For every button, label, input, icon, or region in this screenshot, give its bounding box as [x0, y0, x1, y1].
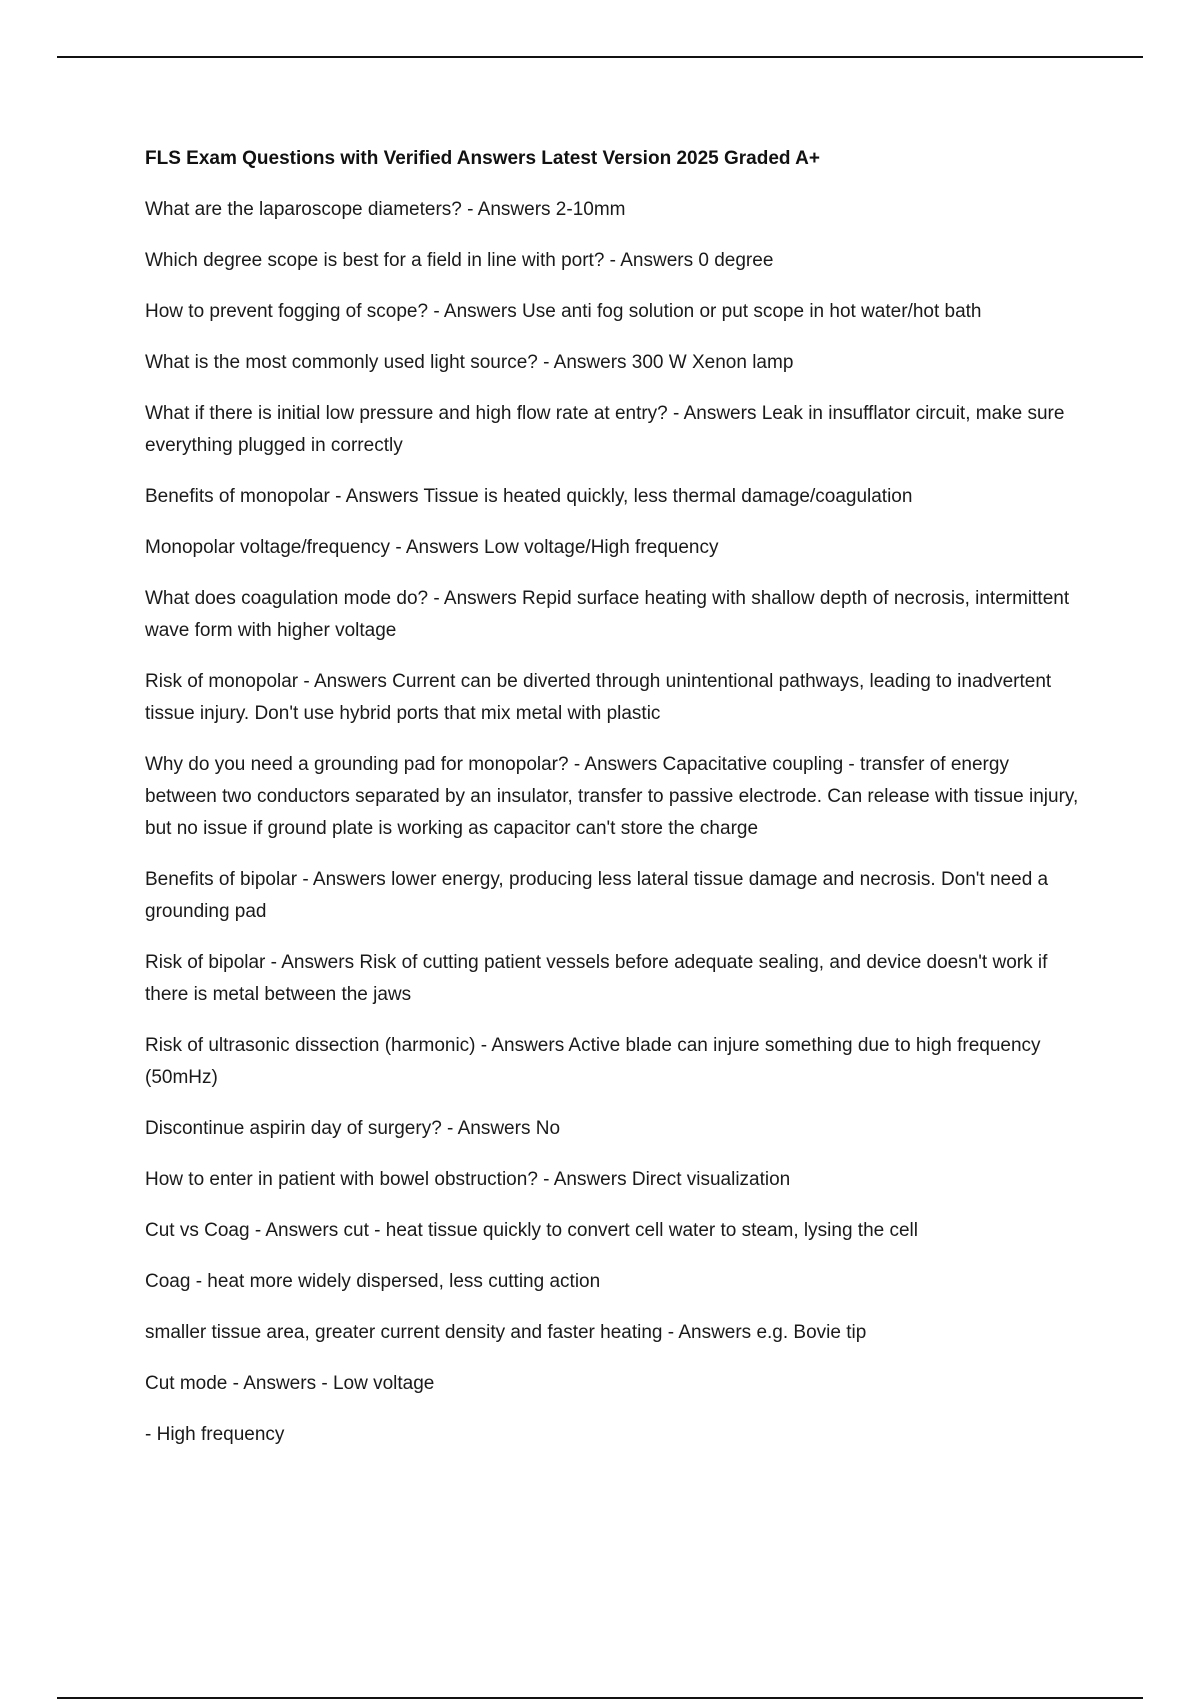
qa-entry: - High frequency [145, 1424, 285, 1445]
qa-entry: Coag - heat more widely dispersed, less cutting action [145, 1271, 601, 1292]
document-title: FLS Exam Questions with Verified Answers Latest Version 2025 Graded A+ [145, 148, 820, 169]
qa-entry: Monopolar voltage/frequency - Answers Low voltage/High frequency [145, 537, 719, 558]
qa-entry: Discontinue aspirin day of surgery? - Answers No [145, 1118, 561, 1139]
bottom-rule [57, 1697, 1143, 1699]
qa-entry: Why do you need a grounding pad for monopolar? - Answers Capacitative coupling - transfer of energy between two conductors separated by an insulator, transfer to passive electrode. Can release with tissue injury, but no issue if ground plate is working as capacitor can't store the charge [145, 754, 1079, 839]
qa-entry: How to prevent fogging of scope? - Answers Use anti fog solution or put scope in hot water/hot bath [145, 301, 982, 322]
qa-entry: What does coagulation mode do? - Answers Repid surface heating with shallow depth of necrosis, intermittent wave form with higher voltage [145, 588, 1070, 641]
qa-entry: What if there is initial low pressure and high flow rate at entry? - Answers Leak in insufflator circuit, make sure everything plugged in correctly [145, 403, 1065, 456]
qa-entry: Benefits of bipolar - Answers lower energy, producing less lateral tissue damage and necrosis. Don't need a grounding pad [145, 869, 1049, 922]
top-rule [57, 56, 1143, 58]
qa-entry: Which degree scope is best for a field in line with port? - Answers 0 degree [145, 250, 774, 271]
qa-entry: Cut vs Coag - Answers cut - heat tissue quickly to convert cell water to steam, lysing the cell [145, 1220, 918, 1241]
qa-entry: What are the laparoscope diameters? - Answers 2-10mm [145, 199, 626, 220]
qa-entry: Benefits of monopolar - Answers Tissue is heated quickly, less thermal damage/coagulation [145, 486, 913, 507]
qa-entry: smaller tissue area, greater current density and faster heating - Answers e.g. Bovie tip [145, 1322, 867, 1343]
qa-entry: Risk of bipolar - Answers Risk of cutting patient vessels before adequate sealing, and device doesn't work if there is metal between the jaws [145, 952, 1048, 1005]
document-body [145, 145, 1085, 1470]
qa-entry: What is the most commonly used light source? - Answers 300 W Xenon lamp [145, 352, 794, 373]
qa-entry: Risk of ultrasonic dissection (harmonic) - Answers Active blade can injure something due to high frequency (50mHz) [145, 1035, 1041, 1088]
qa-entry: Risk of monopolar - Answers Current can be diverted through unintentional pathways, leading to inadvertent tissue injury. Don't use hybrid ports that mix metal with plastic [145, 671, 1052, 724]
qa-entry: How to enter in patient with bowel obstruction? - Answers Direct visualization [145, 1169, 791, 1190]
qa-entry: Cut mode - Answers - Low voltage [145, 1373, 435, 1394]
